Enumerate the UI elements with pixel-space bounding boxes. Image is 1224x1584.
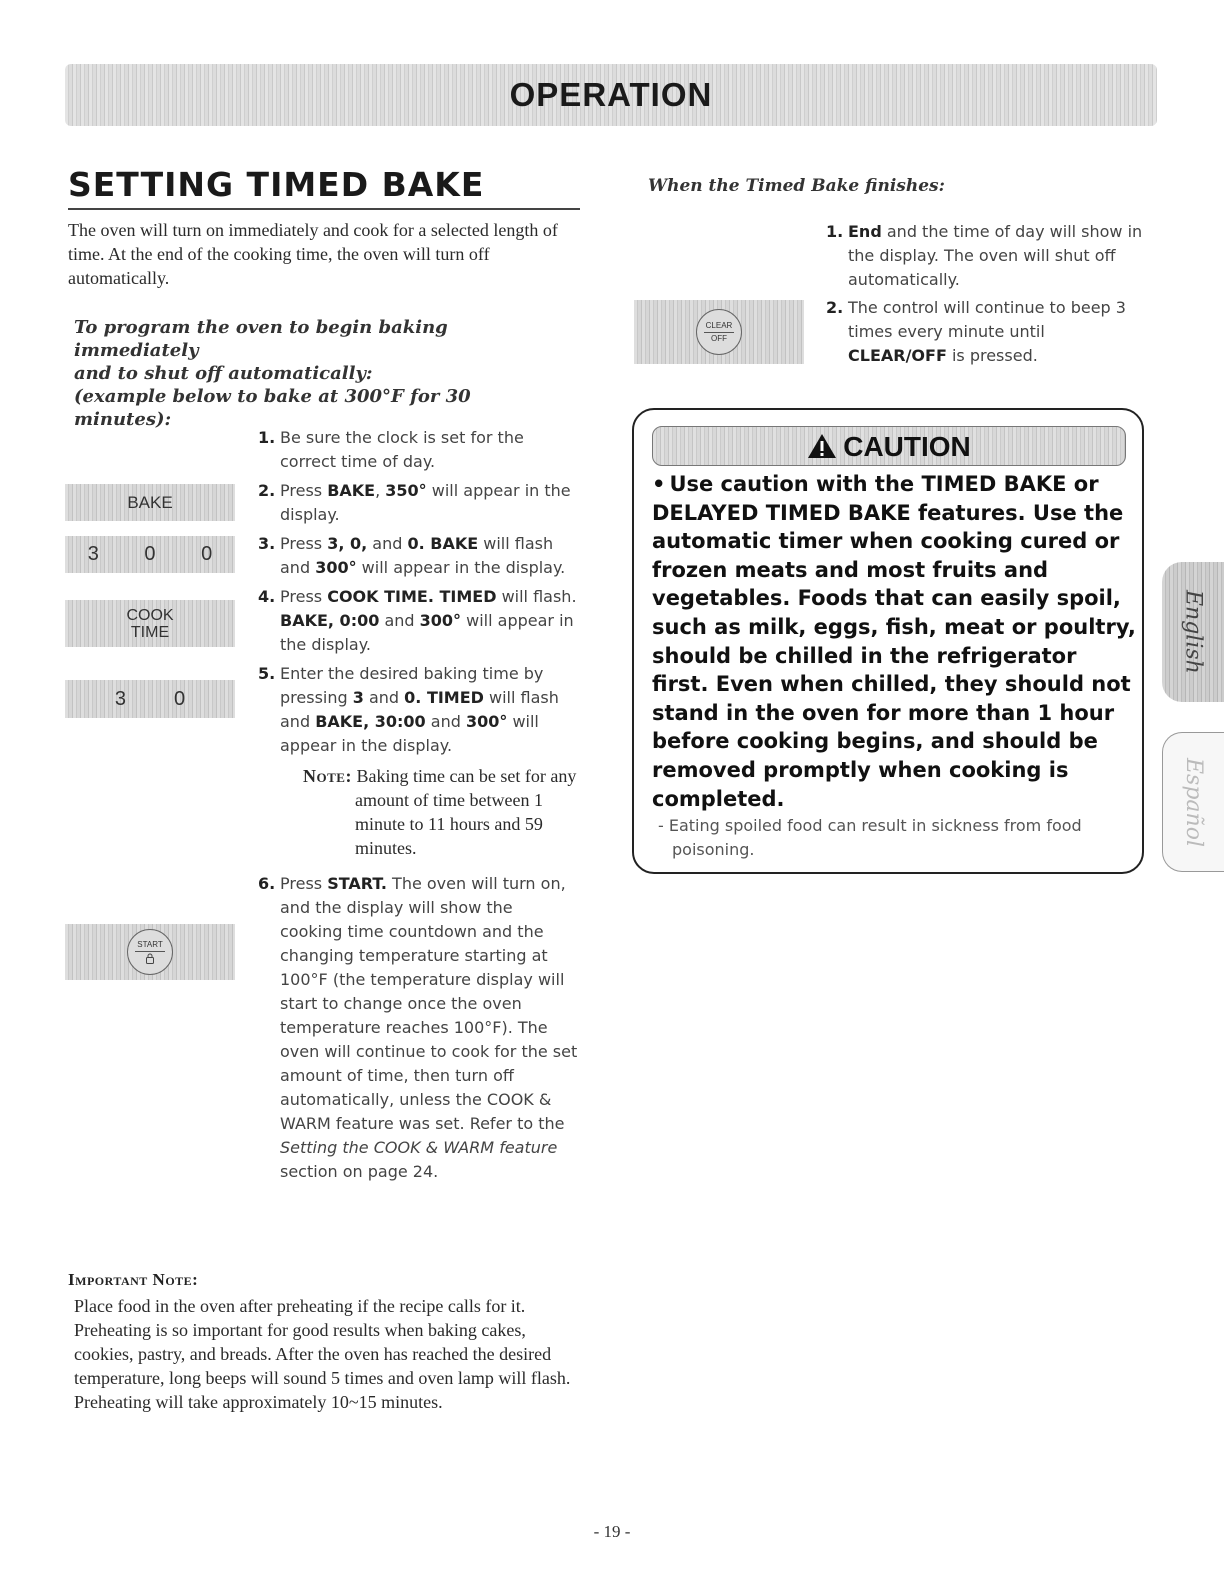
start-key-illustration — [65, 924, 235, 980]
step-item: 6. Press START. The oven will turn on, and the display will show the cooking time countdown and the changing temperature starting at 100°F (the temperature display will start to change once the oven temperature reaches 100°F). The oven will continue to cook for the set amount of time, then turn off automatically, unless the COOK & WARM feature was set. Refer to the Setting the COOK & WARM feature section on page 24. — [258, 874, 578, 1181]
bake-key-label: BAKE — [127, 492, 173, 512]
finish-heading: When the Timed Bake finishes: — [648, 176, 945, 196]
caution-text: • Use caution with the TIMED BAKE or DELAYED TIMED BAKE features. Use the automatic timer when cooking cured or frozen meats and most fruits and vegetables. Foods that can easily spoil, such as milk, eggs, fish, meat or poultry, should be chilled in the refrigerator first. Even when chilled, they should not stand in the oven for more than 1 hour before cooking begins, and should be removed promptly when cooking is completed. — [652, 472, 1136, 811]
program-heading-line-2: and to shut off automatically: — [74, 363, 373, 384]
cook-time-key-illustration — [65, 600, 235, 647]
language-tab-english[interactable] — [1162, 562, 1224, 702]
note-text: Baking time can be set for any amount of time between 1 minute to 11 hours and 59 minutes. — [355, 766, 577, 858]
program-heading — [74, 316, 574, 431]
caution-banner — [652, 426, 1126, 466]
operation-header-banner — [65, 64, 1157, 126]
clear-off-round-button — [696, 309, 742, 355]
cook-time-label-2: TIME — [130, 623, 170, 641]
digits-30-key-illustration — [65, 680, 235, 718]
caution-box — [632, 408, 1144, 874]
caution-subtext: - Eating spoiled food can result in sickness from food poisoning. — [658, 816, 1082, 859]
digit-key: 3 — [87, 543, 99, 565]
important-note-label: Important Note: — [68, 1270, 199, 1289]
section-title: SETTING TIMED BAKE — [68, 164, 580, 210]
step-item: 5. Enter the desired baking time by pressing 3 and 0. TIMED will flash and BAKE, 30:00 and 300° will appear in the display. Note: Baking time can be set for any amount of time between 1 minute to 11 hours and 59 minutes. — [258, 664, 577, 858]
language-tab-espanol[interactable] — [1162, 732, 1224, 872]
off-label: OFF — [711, 333, 727, 343]
step-item: 4. Press COOK TIME. TIMED will flash. BAKE, 0:00 and 300° will appear in the display. — [258, 587, 577, 654]
bake-key-illustration — [65, 484, 235, 521]
finish-step-item: 2. The control will continue to beep 3 times every minute until CLEAR/OFF is pressed. — [826, 298, 1126, 365]
header-title: OPERATION — [509, 76, 713, 113]
clear-label: CLEAR — [705, 320, 733, 330]
important-note-text: Place food in the oven after preheating if the recipe calls for it. Preheating is so important for good results when baking cakes, cookies, pastry, and breads. After the oven has reached the desired temperature, long beeps will sound 5 times and oven lamp will flash. Preheating will take approximately 10~15 minutes. — [74, 1296, 571, 1412]
start-round-button — [127, 929, 173, 975]
digit-key: 3 — [114, 687, 126, 710]
program-heading-line-1: To program the oven to begin baking immediately — [74, 317, 448, 361]
lock-icon — [145, 953, 155, 964]
baking-time-note — [280, 764, 578, 860]
cook-time-label-1: COOK — [126, 606, 174, 624]
espanol-tab-label: Español — [1181, 757, 1206, 847]
digits-300-key-illustration — [65, 536, 235, 573]
timed-bake-steps — [258, 426, 578, 1189]
english-tab-label: English — [1180, 590, 1206, 674]
step-item: 3. Press 3, 0, and 0. BAKE will flash and 300° will appear in the display. — [258, 534, 566, 577]
finish-step-item: 1. End and the time of day will show in the display. The oven will shut off automatically. — [826, 222, 1143, 289]
step-item: 2. Press BAKE, 350° will appear in the display. — [258, 481, 571, 524]
page-number: - 19 - — [593, 1522, 631, 1541]
clear-off-key-illustration — [634, 300, 804, 364]
digit-key: 0 — [201, 543, 213, 565]
step-item: 1. Be sure the clock is set for the correct time of day. — [258, 428, 524, 471]
digit-key: 0 — [174, 687, 186, 710]
program-heading-line-3: (example below to bake at 300°F for 30 minutes): — [74, 386, 471, 430]
finish-steps — [826, 220, 1146, 372]
intro-paragraph: The oven will turn on immediately and cook for a selected length of time. At the end of the cooking time, the oven will turn off automatically. — [68, 220, 558, 288]
caution-title: CAUTION — [843, 431, 971, 462]
warning-triangle-icon — [807, 433, 837, 459]
note-label: Note: — [303, 766, 352, 786]
digit-key: 0 — [144, 543, 156, 565]
start-label: START — [137, 940, 163, 949]
